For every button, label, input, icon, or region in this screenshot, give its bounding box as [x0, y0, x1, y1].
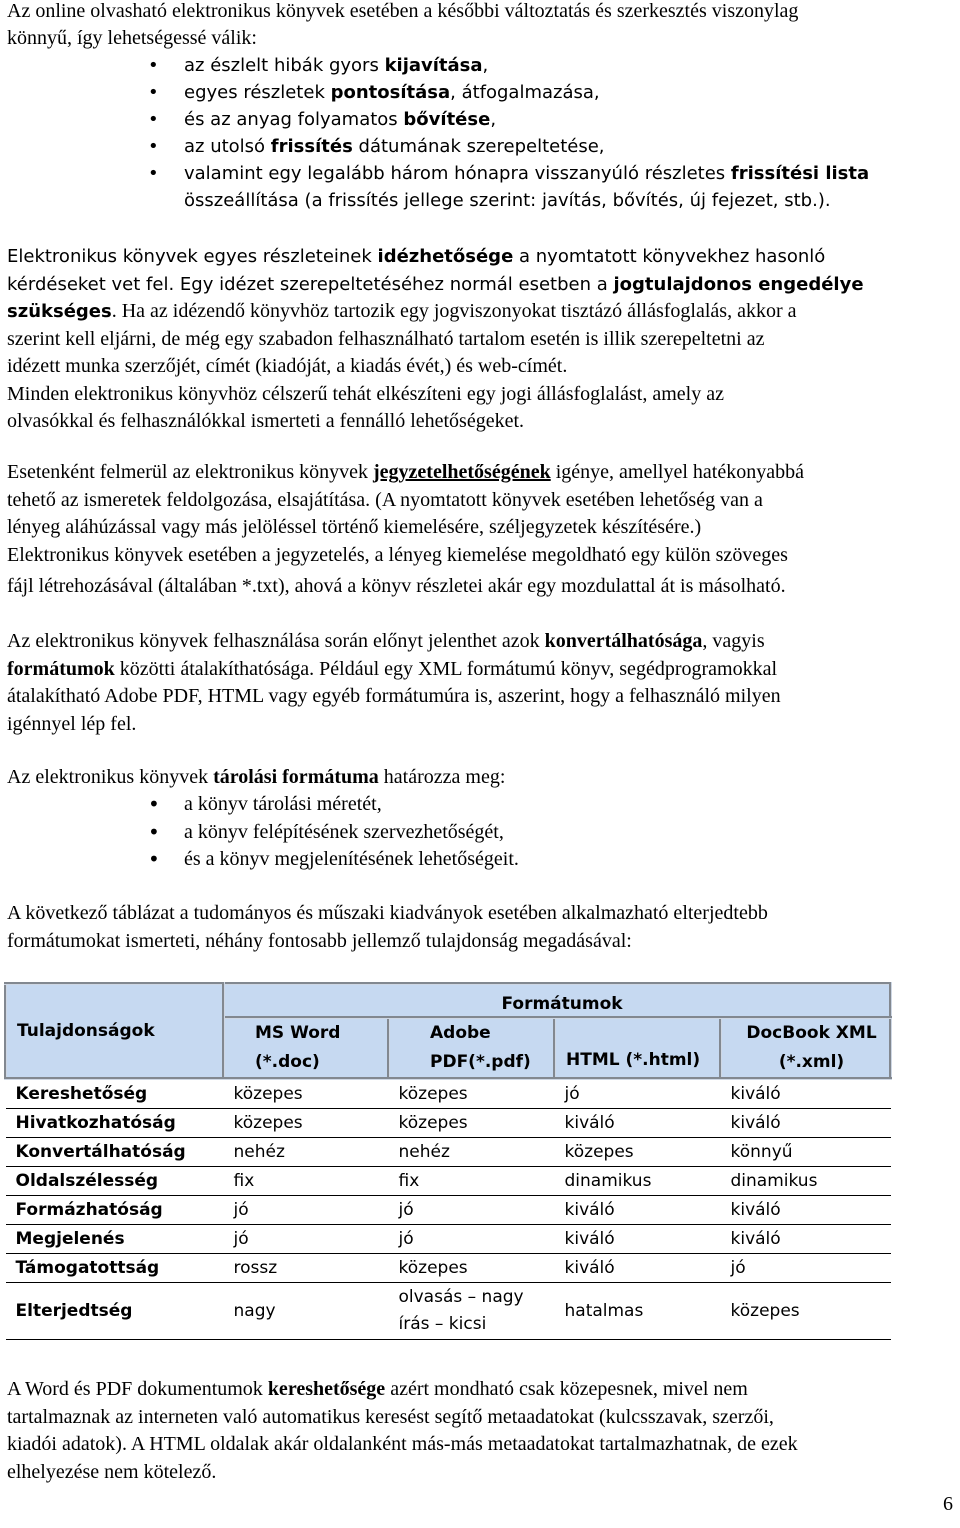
bullet-icon: •: [148, 82, 159, 103]
text-line: tehető az ismeretek feldolgozása, elsajátítása. (A nyomtatott könyvek esetében lehetőség van a: [7, 488, 763, 511]
text-line: fájl létrehozásával (általában *.txt), ahová a könyv részletei akár egy mozdulattal át is másolható.: [7, 575, 786, 597]
text-line: igénnyel lép fel.: [7, 712, 137, 735]
text-line: szerint kell eljárni, de még egy szabadon felhasználható tartalom esetén is illik szerepeltetni az: [7, 327, 765, 350]
list-item-continuation: összeállítása (a frissítés jellege szerint: javítás, bővítés, új fejezet, stb.).: [184, 190, 831, 211]
search-paragraph: [7, 1376, 952, 1486]
column-header: DocBook XML (*.xml): [721, 1018, 891, 1079]
text-line: átalakítható Adobe PDF, HTML vagy egyéb formátumúra is, aszerint, hogy a felhasználó milyen: [7, 685, 781, 707]
intro-paragraph: [7, 0, 952, 52]
text-line: Minden elektronikus könyvhöz célszerű tehát elkészíteni egy jogi állásfoglalást, amely az: [7, 382, 724, 405]
text-line: formátumok közötti átalakíthatósága. Például egy XML formátumú könyv, segédprogramokkal: [7, 657, 778, 680]
bullet-icon: •: [148, 55, 159, 76]
formats-table: [4, 982, 889, 1340]
column-header: HTML (*.html): [555, 1018, 721, 1079]
list-item: • és a könyv megjelenítésének lehetőségeit.: [0, 846, 519, 874]
list-item: • egyes részletek pontosítása, átfogalmazása,: [0, 79, 869, 106]
text-line: idézett munka szerzőjét, címét (kiadóját, a kiadás évét,) és web-címét.: [7, 355, 568, 377]
bullet-icon: •: [148, 136, 159, 157]
table-row: Támogatottság rossz közepes kiváló jó: [6, 1254, 891, 1283]
list-item: • az észlelt hibák gyors kijavítása,: [0, 52, 869, 79]
storage-list: [0, 791, 519, 874]
page-number: 6: [943, 1493, 953, 1515]
text-line: Esetenként felmerül az elektronikus könyvek jegyzetelhetőségének igénye, amellyel hatékonyabbá: [7, 461, 804, 483]
table-row: Konvertálhatóság nehéz nehéz közepes könnyű: [6, 1138, 891, 1167]
table-intro-paragraph: [7, 900, 952, 955]
bullet-icon: •: [148, 792, 160, 816]
text-line: szükséges. Ha az idézendő könyvhöz tartozik egy jogviszonyokat tisztázó állásfoglalás, akkor a: [7, 300, 797, 322]
table-group-header: Formátumok: [224, 984, 891, 1018]
column-header: Adobe PDF(*.pdf): [389, 1018, 555, 1079]
text-line: tartalmaznak az interneten való automatikus keresést segítő metaadatokat (kulcsszavak, szerzői,: [7, 1405, 774, 1428]
text-line: Elektronikus könyvek esetében a jegyzetelés, a lényeg kiemelése megoldható egy külön szöveges: [7, 543, 788, 566]
bullet-icon: •: [148, 109, 159, 130]
text-line: A Word és PDF dokumentumok kereshetősége azért mondható csak közepesnek, mivel nem: [7, 1378, 748, 1400]
text-line: Elektronikus könyvek egyes részleteinek idézhetősége a nyomtatott könyvekhez hasonló: [7, 246, 826, 267]
notes-paragraph: [7, 459, 952, 601]
list-item: • az utolsó frissítés dátumának szerepeltetése,: [0, 133, 869, 160]
list-item: • valamint egy legalább három hónapra visszanyúló részletes frissítési lista: [0, 160, 869, 187]
list-item: • és az anyag folyamatos bővítése,: [0, 106, 869, 133]
bullet-icon: •: [148, 819, 160, 844]
list-item: • a könyv felépítésének szervezhetőségét,: [0, 819, 519, 847]
table-row: Megjelenés jó jó kiváló kiváló: [6, 1225, 891, 1254]
citation-paragraph: [7, 243, 952, 436]
bullet-icon: •: [148, 847, 160, 871]
text-line: könnyű, így lehetségessé válik:: [7, 27, 257, 49]
table-row: Hivatkozhatóság közepes közepes kiváló kiváló: [6, 1109, 891, 1138]
text-line: lényeg aláhúzással vagy más jelöléssel történő kiemelésére, széljegyzetek készítésére.): [7, 516, 702, 538]
text-line: Az elektronikus könyvek tárolási formátuma határozza meg:: [7, 766, 506, 788]
table-row: Formázhatóság jó jó kiváló kiváló: [6, 1196, 891, 1225]
bullet-icon: •: [148, 163, 159, 184]
column-header: MS Word (*.doc): [224, 1018, 389, 1079]
text-line: formátumokat ismerteti, néhány fontosabb jellemző tulajdonság megadásával:: [7, 929, 632, 952]
table-row: Elterjedtség nagy olvasás – nagy írás – kicsi hatalmas közepes: [6, 1283, 891, 1340]
text-line: Az elektronikus könyvek felhasználása során előnyt jelenthet azok konvertálhatósága, vagyis: [7, 630, 765, 652]
list-item: • a könyv tárolási méretét,: [0, 791, 519, 819]
table-row: Kereshetőség közepes közepes jó kiváló: [6, 1079, 891, 1109]
text-line: Az online olvasható elektronikus könyvek esetében a későbbi változtatás és szerkesztés viszonylag: [7, 0, 799, 22]
text-line: kiadói adatok). A HTML oldalak akár oldalanként más-más metaadatokat tartalmazhatnak, de ezek: [7, 1433, 798, 1455]
text-line: A következő táblázat a tudományos és műszaki kiadványok esetében alkalmazható elterjedtebb: [7, 902, 768, 924]
table-corner-header: Tulajdonságok: [6, 984, 224, 1079]
text-line: kérdéseket vet fel. Egy idézet szerepeltetéséhez normál esetben a jogtulajdonos engedélye: [7, 273, 864, 295]
table-row: Oldalszélesség fix fix dinamikus dinamikus: [6, 1167, 891, 1196]
text-line: olvasókkal és felhasználókkal ismerteti a fennálló lehetőségeket.: [7, 410, 525, 432]
text-line: elhelyezése nem kötelező.: [7, 1460, 217, 1483]
update-options-list: [0, 52, 869, 214]
storage-paragraph: [7, 764, 952, 792]
conversion-paragraph: [7, 628, 952, 738]
